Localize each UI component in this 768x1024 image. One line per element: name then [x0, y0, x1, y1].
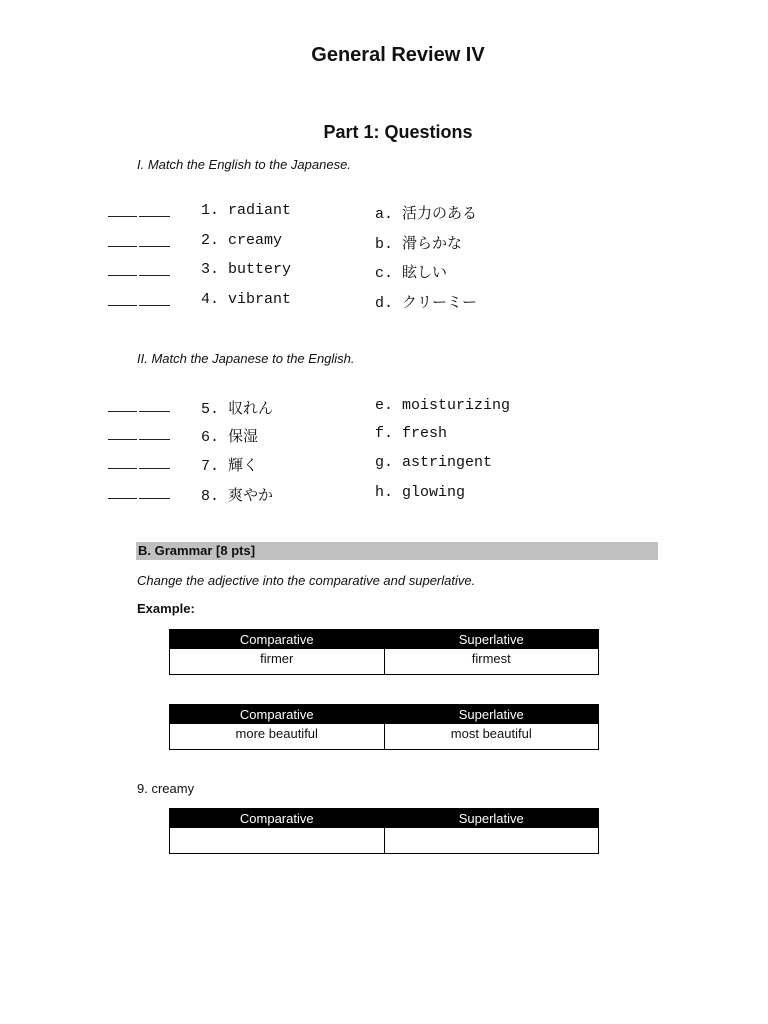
comparative-header: Comparative	[170, 705, 385, 724]
question-text: 3. buttery	[201, 261, 292, 278]
superlative-header: Superlative	[384, 630, 599, 649]
match-row	[108, 454, 708, 476]
match-row	[108, 484, 708, 506]
comparative-answer-cell[interactable]	[170, 828, 385, 854]
question-text: 8. 爽やか	[201, 488, 274, 505]
answer-blank[interactable]	[108, 291, 170, 306]
answer-option: f. fresh	[375, 425, 448, 442]
answer-option: g. astringent	[375, 454, 493, 471]
page-title: General Review IV	[311, 44, 485, 66]
match-row	[108, 291, 708, 313]
answer-option: e. moisturizing	[375, 397, 511, 414]
question-9-label: 9. creamy	[137, 781, 195, 796]
question-9-table	[169, 808, 599, 854]
question-text: 5. 収れん	[201, 401, 274, 418]
answer-blank[interactable]	[108, 261, 170, 276]
grammar-instruction: Change the adjective into the comparative and superlative.	[137, 573, 476, 588]
example-table-2	[169, 704, 599, 750]
superlative-cell: most beautiful	[384, 724, 599, 750]
answer-option: a. 活力のある	[375, 206, 478, 223]
question-text: 7. 輝く	[201, 458, 259, 475]
match-row	[108, 202, 708, 224]
answer-blank[interactable]	[108, 454, 170, 469]
match-row	[108, 261, 708, 283]
answer-option: d. クリーミー	[375, 295, 478, 312]
answer-option: b. 滑らかな	[375, 236, 463, 253]
answer-blank[interactable]	[108, 397, 170, 412]
example-table-1	[169, 629, 599, 675]
question-text: 1. radiant	[201, 202, 292, 219]
section2-instruction: II. Match the Japanese to the English.	[137, 351, 355, 366]
example-label: Example:	[137, 601, 195, 616]
answer-blank[interactable]	[108, 425, 170, 440]
match-row	[108, 425, 708, 447]
answer-blank[interactable]	[108, 202, 170, 217]
grammar-heading: B. Grammar [8 pts]	[138, 543, 256, 558]
section1-instruction: I. Match the English to the Japanese.	[137, 157, 351, 172]
answer-option: c. 眩しい	[375, 265, 448, 282]
superlative-header: Superlative	[384, 809, 599, 828]
match-row	[108, 397, 708, 419]
question-text: 4. vibrant	[201, 291, 292, 308]
answer-option: h. glowing	[375, 484, 466, 501]
part1-title: Part 1: Questions	[323, 122, 473, 142]
question-text: 2. creamy	[201, 232, 283, 249]
question-text: 6. 保湿	[201, 429, 259, 446]
grammar-heading-bar	[136, 542, 658, 560]
superlative-header: Superlative	[384, 705, 599, 724]
comparative-header: Comparative	[170, 630, 385, 649]
comparative-cell: more beautiful	[170, 724, 385, 750]
superlative-cell: firmest	[384, 649, 599, 675]
superlative-answer-cell[interactable]	[384, 828, 599, 854]
comparative-cell: firmer	[170, 649, 385, 675]
answer-blank[interactable]	[108, 232, 170, 247]
comparative-header: Comparative	[170, 809, 385, 828]
match-row	[108, 232, 708, 254]
answer-blank[interactable]	[108, 484, 170, 499]
